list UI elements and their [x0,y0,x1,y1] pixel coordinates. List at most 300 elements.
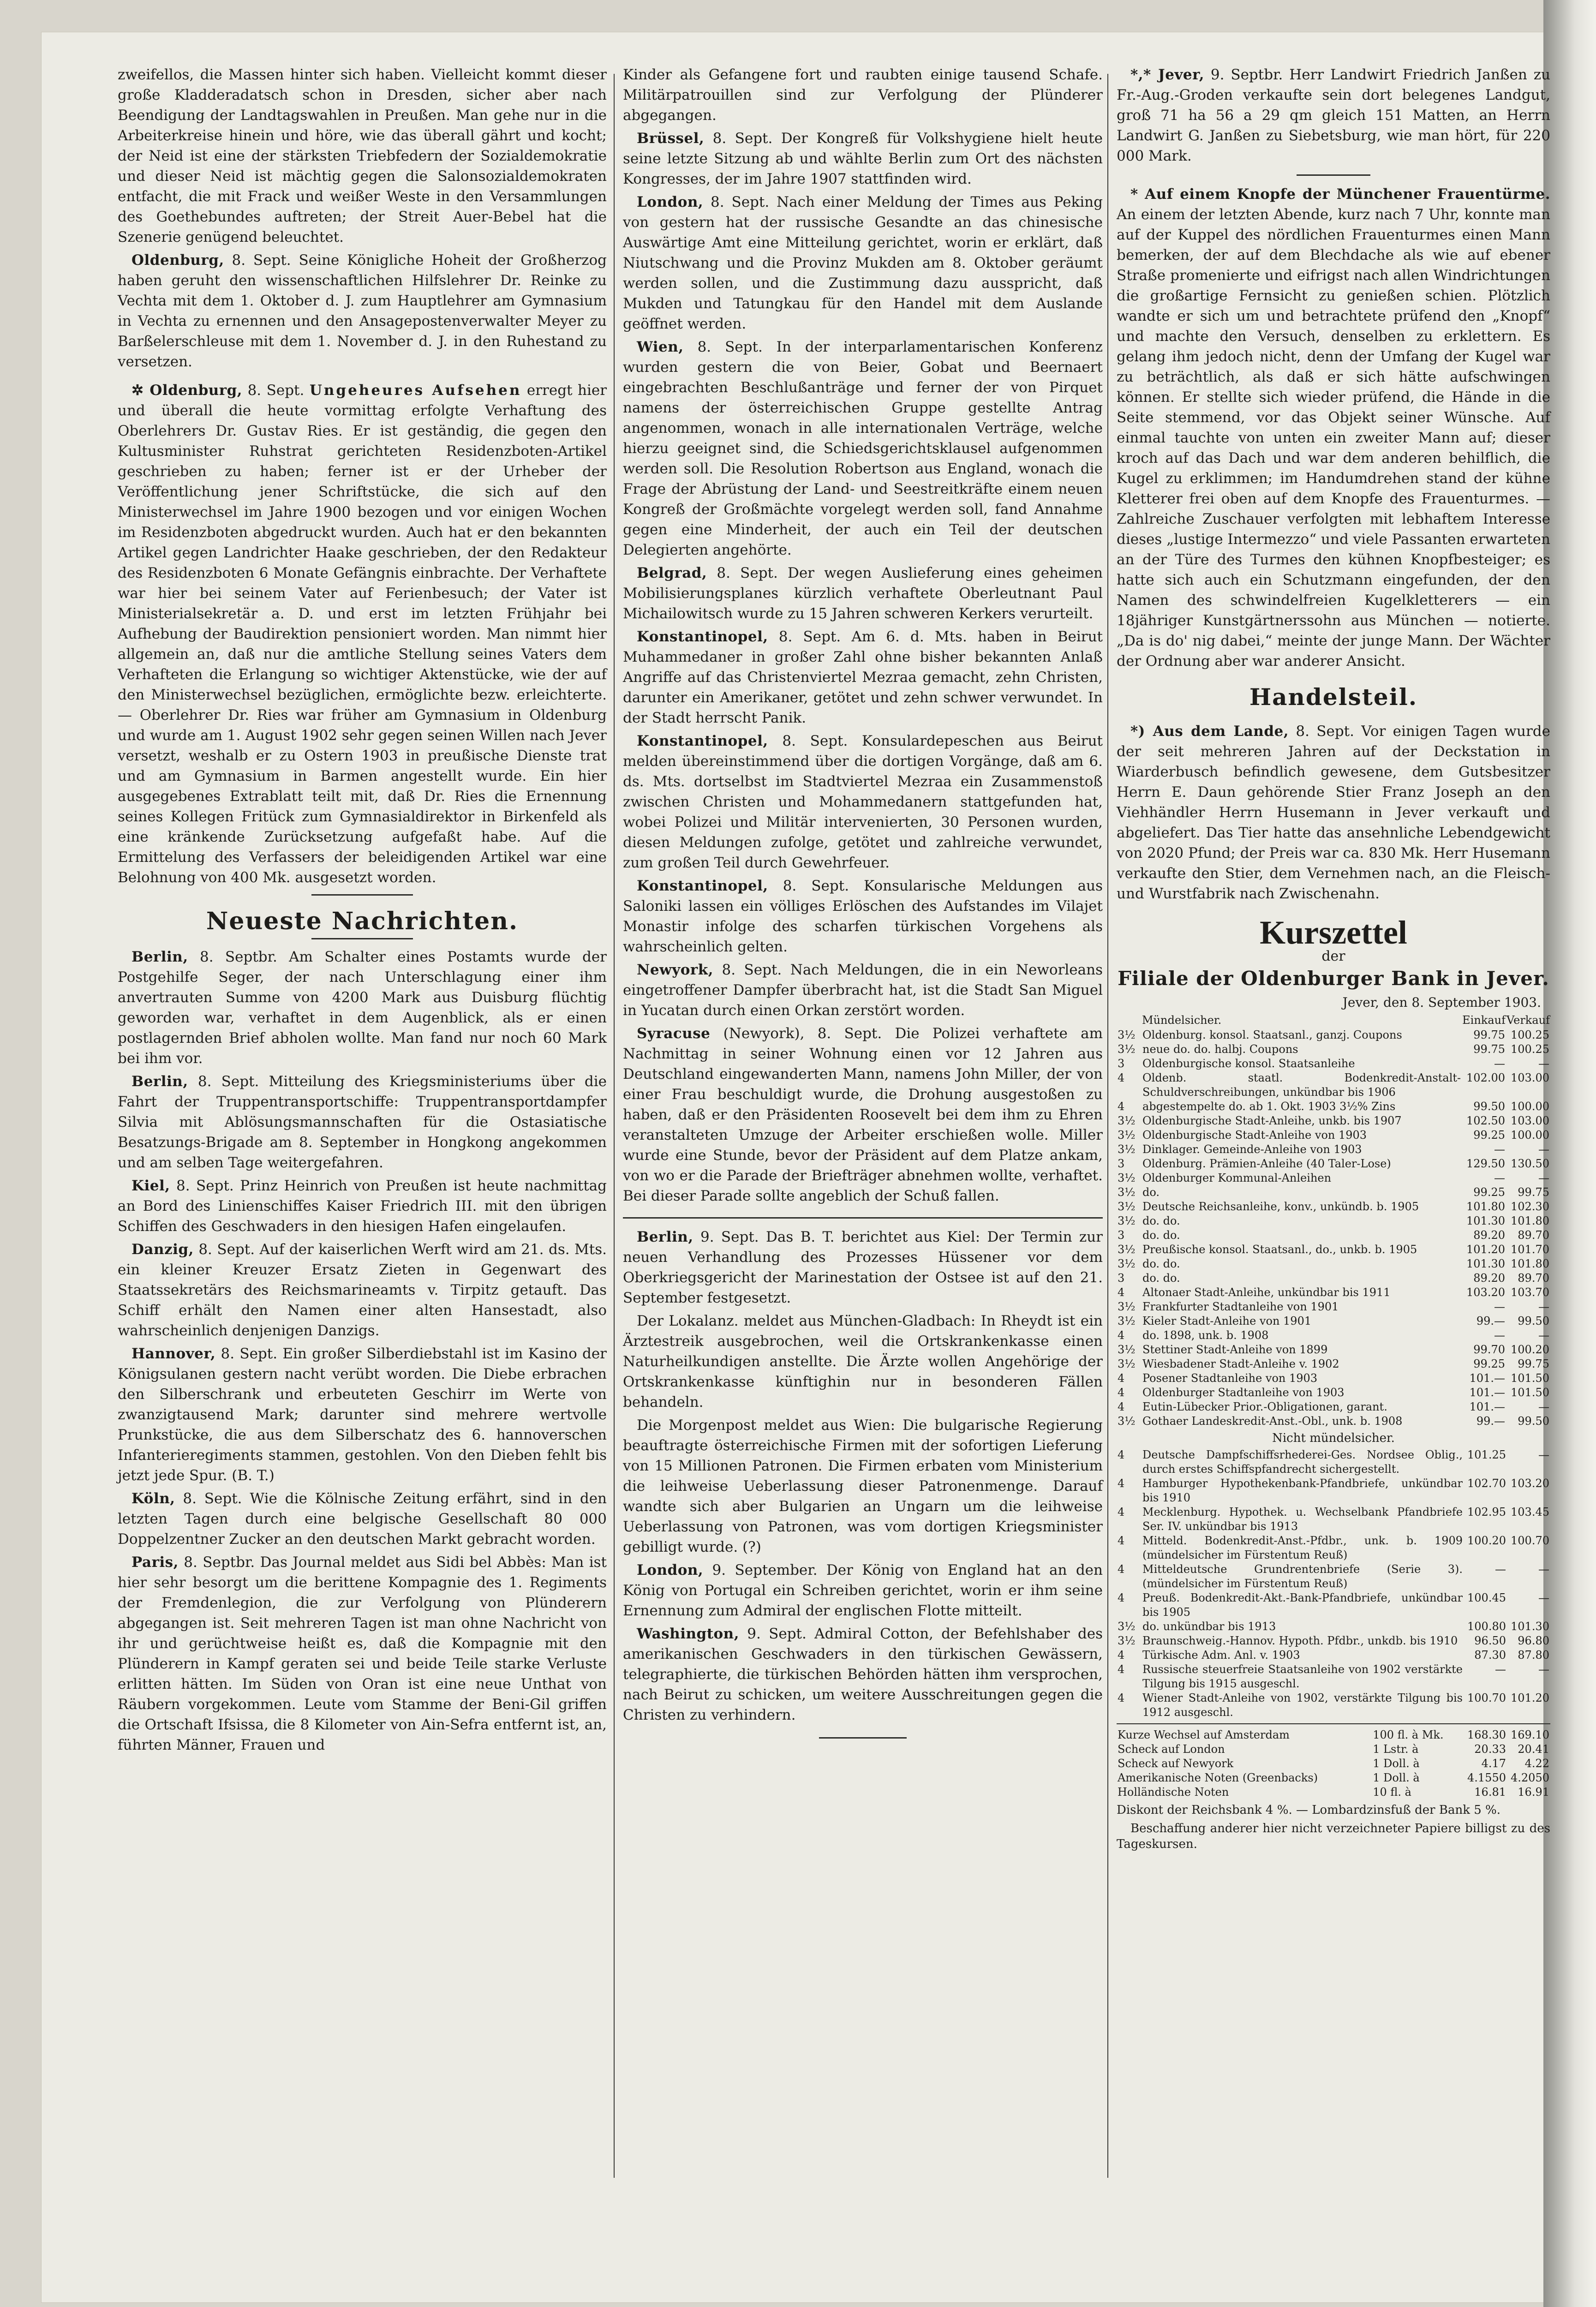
rate-percent: 4 [1118,1506,1125,1518]
price-einkauf: 129.50 [1466,1157,1505,1170]
price-verkauf: 99.75 [1518,1357,1549,1370]
security-name: do. 1898, unk. b. 1908 [1142,1329,1269,1342]
security-name: Mecklenburg. Hypothek. u. Wechselbank Pfandbriefe Ser. IV. unkündbar bis 1913 [1142,1506,1463,1533]
news-text: 8. Sept. Am 6. d. Mts. haben in Beirut Muhammedaner in großer Zahl ohne bisher bekannten Anlaß Angriffe auf das Christenviertel Mezraa gemacht, zehn Christen, darunter ein Amerikaner, getötet und zehn schwer verwundet. In der Stadt herrscht Panik. [623,628,1103,726]
security-name: Oldenburger Kommunal-Anleihen [1142,1171,1332,1184]
price-verkauf: 101.80 [1511,1214,1549,1227]
rate-percent: 4 [1118,1477,1125,1490]
security-name: Deutsche Dampfschiffsrhederei-Ges. Nordsee Oblig., durch erstes Schiffspfandrecht sichergestellt. [1142,1448,1463,1476]
security-name: Stettiner Stadt-Anleihe von 1899 [1142,1343,1328,1356]
news-text: 8. Sept. Mitteilung des Kriegsministeriums über die Fahrt der Truppentransportschiffe: Truppentransportdampfer Silvia mit Ablösungsmannschaften für die Ostasiatische Besatzungs-Brigade am 8. September in Hongkong angekommen und am selben Tage weitergefahren. [118,1073,607,1171]
security-name: Oldenburg. konsol. Staatsanl., ganzj. Coupons [1142,1028,1402,1041]
price-verkauf: — [1538,1329,1549,1342]
price-einkauf: 100.45 [1467,1591,1506,1604]
table-row [1117,1271,1550,1285]
news-text: 8. Sept. Nach Meldungen, die in ein Neworleans eingetroffener Dampfer überbracht hat, ist die Stadt San Miguel in Yucatan durch einen Orkan zerstört worden. [623,962,1103,1019]
price-einkauf: 99.75 [1473,1028,1505,1041]
rate-percent: 3½ [1118,1634,1136,1647]
price-verkauf: — [1538,1563,1549,1576]
rate-percent: 4 [1118,1386,1125,1399]
dateline: *) Aus dem Lande, [1130,723,1289,740]
security-name: do. do. [1142,1214,1180,1227]
dateline: Wien, [637,339,684,355]
security-name: Oldenburgische Stadt-Anleihe, unkb. bis 1907 [1142,1114,1402,1127]
rate-percent: 3½ [1118,1415,1136,1428]
price-einkauf: 99.— [1476,1415,1505,1428]
dateline: *,* Jever, [1130,66,1205,83]
table-row [1117,1771,1550,1785]
price-einkauf: 99.25 [1473,1129,1505,1142]
security-name: do. do. [1142,1229,1180,1242]
news-text: 9. September. Der König von England hat an den König von Portugal ein Schreiben gerichtet, worin er ihm seine Ernennung zum Admiral der englischen Flotte mitteilt. [623,1562,1103,1619]
price-verkauf: 103.45 [1511,1506,1549,1518]
table-row [1117,1257,1550,1271]
price-einkauf: 89.20 [1473,1229,1505,1242]
table-row [1117,1343,1550,1357]
security-name: Gothaer Landeskredit-Anst.-Obl., unk. b. 1908 [1142,1415,1403,1428]
security-name: do. unkündbar bis 1913 [1142,1620,1276,1633]
rate-percent: 3½ [1118,1114,1136,1127]
news-text: 8. Sept. Der wegen Auslieferung eines geheimen Mobilisierungsplanes kürzlich verhaftete Oberleutnant Paul Michailowitsch wurde zu 15 Jahren schweren Kerkers verurteilt. [623,565,1103,622]
table-subheader: Nicht mündelsicher. [1272,1431,1395,1445]
price-verkauf: 103.70 [1511,1286,1549,1299]
dateline: Danzig, [132,1241,194,1258]
rate-percent: 3½ [1118,1171,1136,1184]
rate-percent: 3½ [1118,1200,1136,1213]
rate-percent: 4 [1118,1071,1125,1084]
security-name: Türkische Adm. Anl. v. 1903 [1142,1649,1300,1662]
rate-percent: 3 [1118,1157,1125,1170]
table-row [1117,1728,1550,1742]
price-verkauf: 89.70 [1518,1272,1549,1285]
price-verkauf: 101.70 [1511,1243,1549,1256]
news-item [623,1023,1103,1206]
section-divider [311,894,413,896]
dateline: Oldenburg, [132,252,224,269]
price-einkauf: 89.20 [1473,1272,1505,1285]
price-verkauf: 101.50 [1511,1372,1549,1385]
rate-percent: 3 [1118,1229,1125,1242]
table-row [1117,1114,1550,1128]
table-row [1117,1742,1550,1757]
table-row [1117,1200,1550,1214]
price-verkauf: — [1538,1057,1549,1070]
table-row [1117,1071,1550,1100]
table-row [1117,1785,1550,1799]
dateline: Kiel, [132,1177,170,1194]
price-verkauf: — [1538,1591,1549,1604]
exchange-name: Holländische Noten [1118,1786,1229,1799]
dateline: Paris, [132,1554,179,1571]
news-item [623,627,1103,728]
price-verkauf: 101.80 [1511,1257,1549,1270]
kurszettel-date: Jever, den 8. September 1903. [1342,995,1541,1010]
price-verkauf: 99.50 [1518,1315,1549,1327]
news-item [623,876,1103,957]
table-row [1117,1228,1550,1243]
page-edge-shadow [1543,0,1596,2307]
rate-percent: 3½ [1118,1620,1136,1633]
article-date: 8. Sept. [247,382,305,399]
price-einkauf: 87.30 [1474,1649,1506,1662]
dateline: London, [637,1562,704,1578]
security-name: Dinklager. Gemeinde-Anleihe von 1903 [1142,1143,1362,1156]
security-name: Preuß. Bodenkredit-Akt.-Bank-Pfandbriefe, unkündbar bis 1905 [1142,1591,1463,1619]
article-text: 8. Sept. Seine Königliche Hoheit der Großherzog haben geruht den wissenschaftlichen Hilfslehrer Dr. Reinke zu Vechta mit dem 1. Oktober d. J. zum Hauptlehrer am Gymnasium in Vechta zu ernennen und den Ansagepostenverwalter Meyer zu Barßelerschleuse mit dem 1. November d. J. in den Ruhestand zu versetzen. [118,252,607,370]
news-item [118,1176,607,1237]
column-rule-1 [614,74,615,2178]
price-verkauf: 103.00 [1511,1071,1549,1084]
dateline: Konstantinopel, [637,878,768,894]
rate-percent: 3 [1118,1057,1125,1070]
table-row [1117,1328,1550,1343]
price-verkauf: — [1538,1663,1549,1676]
footer-note: Beschaffung anderer hier nicht verzeichneter Papiere billigst zu des Tageskursen. [1117,1822,1550,1851]
table-row [1117,1057,1550,1071]
price-einkauf: — [1495,1563,1506,1576]
rate-percent: 4 [1118,1372,1125,1385]
security-name: Oldenb. staatl. Bodenkredit-Anstalt-Schuldverschreibungen, unkündbar bis 1906 [1142,1071,1461,1099]
rate-percent: 4 [1118,1663,1125,1676]
price-einkauf: 101.20 [1466,1243,1505,1256]
column-rule-2 [1107,74,1108,2178]
news-item [1117,721,1550,904]
price-einkauf: — [1494,1143,1505,1156]
table-row [1117,1185,1550,1200]
security-name: Hamburger Hypothekenbank-Pfandbriefe, unkündbar bis 1910 [1142,1477,1463,1504]
table-row [1117,1620,1550,1634]
dateline: Hannover, [132,1345,216,1362]
table-row [1117,1128,1550,1142]
column-1 [118,65,607,1758]
price-verkauf: 100.00 [1511,1129,1549,1142]
price-einkauf: 101.25 [1467,1448,1506,1461]
price-verkauf: 100.25 [1511,1043,1549,1056]
news-item: Die Morgenpost meldet aus Wien: Die bulgarische Regierung beauftragte österreichische Firmen mit der sofortigen Lieferung von 15 Millionen Patronen. Die Firmen erbaten vom Ministerium die leihweise Ueberlassung dieser Patronenmenge. Darauf wandte sich aber Bulgarien an Ungarn um die leihweise Ueberlassung von Patronen, was vom dortigen Kriegsminister gebilligt wurde. (?) [623,1417,1103,1555]
rates-table-nicht-muendelsicher [1117,1448,1550,1720]
security-name: Deutsche Reichsanleihe, konv., unkündb. b. 1905 [1142,1200,1419,1213]
exchange-name: Kurze Wechsel auf Amsterdam [1118,1728,1290,1741]
security-name: Frankfurter Stadtanleihe von 1901 [1142,1300,1339,1313]
rate-percent: 4 [1118,1286,1125,1299]
divider [1297,174,1370,176]
news-item [118,947,607,1069]
dateline: London, [637,194,704,210]
security-name: Kieler Stadt-Anleihe von 1901 [1142,1315,1312,1327]
news-text: 8. Sept. Wie die Kölnische Zeitung erfährt, sind in den letzten Tagen durch eine belgische Gesellschaft 80 000 Doppelzentner Zucker an den deutschen Markt gebracht worden. [118,1490,607,1548]
news-text: 9. Sept. Admiral Cotton, der Befehlshaber des amerikanischen Geschwaders in den türkischen Gewässern, telegraphierte, die türkischen Behörden hätten ihm versprochen, nach Beirut zu schicken, um weitere Ausschreitungen gegen die Christen zu verhindern. [623,1626,1103,1723]
table-row [1117,1386,1550,1400]
price-verkauf: 100.25 [1511,1028,1549,1041]
exchange-unit: 1 Doll. à [1373,1771,1420,1784]
dateline: Washington, [637,1626,740,1642]
rate-percent: 4 [1118,1563,1125,1576]
price-verkauf: — [1538,1171,1549,1184]
article-text: erregt hier und überall die heute vormittag erfolgte Verhaftung des Oberlehrers Dr. Gustav Ries. Er ist geständig, die gegen den Kultusminister Ruhstrat gerichteten Residenzboten-Artikel geschrieben zu haben; ferner ist er der Urheber der Veröffentlichung jener Schriftstücke, die sich auf den Ministerwechsel im Jahre 1900 bezogen und vor einigen Wochen im Residenzboten abgedruckt wurden. Auch hat er den bekannten Artikel gegen Landrichter Haake geschrieben, der den Redakteur des Residenzboten 6 Monate Gefängnis einbrachte. Der Verhaftete war hier bei seinem Vater auf Ferienbesuch; der Vater ist Ministerialsekretär a. D. und erst im letzten Frühjahr bei Aufhebung der Baudirektion pensioniert worden. Man nimmt hier allgemein an, daß nur die amtliche Stellung seines Vaters dem Verhafteten die Erlangung so wichtiger Aktenstücke, wie der auf den Ministerwechsel bezüglichen, ermöglichte bezw. erleichterte. — Oberlehrer Dr. Ries war früher am Gymnasium in Oldenburg und wurde am 1. August 1902 sehr gegen seinen Willen nach Jever versetzt, weshalb er zu Ostern 1903 in preußische Dienste trat und am Gymnasium in Barmen angestellt wurde. Ein hier ausgegebenes Extrablatt teilt mit, daß Dr. Ries die Ernennung seines Kollegen Fritück zum Gymnasialdirektor in Birkenfeld als eine kränkende Zurücksetzung aufgefaßt habe. Auf die Ermittelung des Verfassers der beleidigenden Artikel war eine Belohnung von 400 Mk. ausgesetzt worden. [118,382,607,886]
table-row [1117,1028,1550,1042]
price-einkauf: 102.70 [1467,1477,1506,1490]
divider [1117,1723,1550,1724]
dateline: ✲ Oldenburg, [132,382,243,399]
price-verkauf: 102.30 [1511,1200,1549,1213]
article-headline: Ungeheures Aufsehen [309,382,522,399]
news-item [118,1071,607,1173]
article-continuation: Kinder als Gefangene fort und raubten einige tausend Schafe. Militärpatrouillen sind zur Verfolgung der Plünderer abgegangen. [623,66,1103,124]
section-title-handelsteil: Handelsteil. [1249,683,1418,711]
header-blank [1117,1013,1142,1028]
news-item [623,1227,1103,1308]
price-verkauf: 130.50 [1511,1157,1549,1170]
news-text: 8. Sept. Ein großer Silberdiebstahl ist im Kasino der Königsulanen gestern nacht verübt worden. Die Diebe erbrachen den Silberschrank und erbeuteten Geschirr im Werte von zwanzigtausend Mark; darunter sind mehrere wertvolle Prunkstücke, die aus dem Silberschatz des 6. hannoverschen Infanterieregiments stammen, gestohlen. Von den Dieben fehlt bis jetzt jede Spur. (B. T.) [118,1345,607,1484]
price-einkauf: 102.95 [1467,1506,1506,1518]
price-verkauf: 16.91 [1518,1786,1549,1799]
security-name: Braunschweig.-Hannov. Hypoth. Pfdbr., unkdb. bis 1910 [1142,1634,1458,1647]
section-title-neueste: Neueste Nachrichten. [206,907,519,935]
table-row [1117,1400,1550,1414]
price-verkauf: 103.20 [1511,1477,1549,1490]
news-text: 8. Sept. In der interparlamentarischen Konferenz wurden gestern die von Beier, Gobat und Beernaert eingebrachten Beschlußanträge und ferner der von Pirquet namens der österreichischen Gruppe gestellte Antrag angenommen, wonach in alle internationalen Verträge, welche hierzu geeignet sind, die Schiedsgerichtsklausel aufgenommen werden soll. Die Resolution Robertson aus England, wonach die Frage der Abrüstung der Land- und Seestreitkräfte einem neuen Kongreß der Großmächte vorgelegt werden soll, fand Annahme gegen eine Minderheit, der auch ein Teil der deutschen Delegierten angehörte. [623,339,1103,558]
news-item [623,192,1103,334]
price-verkauf: — [1538,1300,1549,1313]
table-row [1117,1157,1550,1171]
price-verkauf: 20.41 [1518,1743,1549,1756]
price-einkauf: 4.1550 [1467,1771,1506,1784]
price-verkauf: 169.10 [1511,1728,1549,1741]
dateline: Konstantinopel, [637,733,768,749]
price-einkauf: 101.— [1469,1372,1505,1385]
price-verkauf: 101.20 [1511,1691,1549,1704]
rate-percent: 3½ [1118,1257,1136,1270]
price-einkauf: 103.20 [1466,1286,1505,1299]
feuilleton-item [1117,184,1550,671]
kurszettel-subtitle: Filiale der Oldenburger Bank in Jever. [1118,967,1549,990]
table-row [1117,1691,1550,1720]
price-einkauf: 100.80 [1467,1620,1506,1633]
news-item [623,731,1103,873]
table-header [1117,1013,1550,1028]
rate-percent: 3½ [1118,1129,1136,1142]
price-verkauf: 87.80 [1518,1649,1549,1662]
news-item [623,1560,1103,1621]
news-text: 8. Septbr. Das Journal meldet aus Sidi bel Abbès: Man ist hier sehr besorgt um die berittene Kompagnie des 1. Regiments der Fremdenlegion, die zur Verfolgung von Plünderern abgegangen ist. Seit mehreren Tagen ist man ohne Nachricht von ihr und gerüchtweise heißt es, daß die Kompagnie mit den Plünderern in Kampf geraten sei und beide Teile starke Verluste erlitten hätten. Im Süden von Oran ist eine neue Unthat von Räubern vorgekommen. Leute vom Stamme der Beni-Gil griffen die Ortschaft Ifsissa, die 8 Kilometer von Ain-Sefra entfernt ist, an, führten Männer, Frauen und [118,1554,607,1753]
news-text: 8. Sept. Konsulardepeschen aus Beirut melden übereinstimmend über die dortigen Vorgänge, daß am 6. ds. Mts. dortselbst im Stadtviertel Mezraa ein Zusammenstoß zwischen Christen und Mohammedanern stattgefunden hat, wobei Polizei und Militär intervenierten, 30 Personen wurden, diesen Meldungen zufolge, getötet und zahlreiche verwundet, zum großen Teil durch Gewehrfeuer. [623,733,1103,871]
price-einkauf: — [1494,1300,1505,1313]
table-row [1117,1243,1550,1257]
price-einkauf: 101.30 [1466,1257,1505,1270]
dateline: Belgrad, [637,565,707,581]
news-item [1117,65,1550,166]
table-row [1117,1662,1550,1691]
news-item [623,337,1103,560]
table-row [1117,1648,1550,1662]
article-oldenburg-1 [118,250,607,372]
price-einkauf: 101.— [1469,1386,1505,1399]
kurszettel-der: der [1321,948,1345,964]
price-einkauf: 101.— [1469,1400,1505,1413]
rate-percent: 3½ [1118,1214,1136,1227]
table-row [1117,1171,1550,1185]
dateline: Berlin, [132,1073,188,1090]
news-text: 8. Sept. Konsularische Meldungen aus Saloniki lassen ein völliges Erlöschen des Aufstandes im Vilajet Monastir infolge des scharfen türkischen Vorgehens als wahrscheinlich gelten. [623,878,1103,955]
price-verkauf: 100.00 [1511,1100,1549,1113]
price-einkauf: — [1494,1329,1505,1342]
news-item [623,1624,1103,1725]
security-name: Mitteldeutsche Grundrentenbriefe (Serie 3). (mündelsicher im Fürstentum Reuß) [1142,1563,1463,1590]
exchange-name: Scheck auf Newyork [1118,1757,1234,1770]
table-row [1117,1634,1550,1648]
exchange-unit: 100 fl. à Mk. [1373,1728,1444,1741]
rates-table-exchange [1117,1728,1550,1799]
dateline: Köln, [132,1490,175,1507]
table-row [1117,1534,1550,1562]
table-row [1117,1042,1550,1057]
security-name: Wiesbadener Stadt-Anleihe v. 1902 [1142,1357,1339,1370]
price-einkauf: 99.25 [1473,1186,1505,1199]
divider [623,1217,1103,1219]
news-text: 8. Sept. Nach einer Meldung der Times aus Peking von gestern hat der russische Gesandte an das chinesische Auswärtige Amt eine Mitteilung gerichtet, worin er erklärt, daß Niutschwang und die Provinz Mukden am 8. Oktober geräumt werden sollen, und die Zustimmung dazu ausspricht, daß Mukden und Tatungkau für den Handel mit dem Auslande geöffnet werden. [623,194,1103,332]
rate-percent: 4 [1118,1448,1125,1461]
dateline: Konstantinopel, [637,628,768,645]
price-einkauf: 99.25 [1473,1357,1505,1370]
table-row [1117,1357,1550,1371]
price-verkauf: 103.00 [1511,1114,1549,1127]
header-verkauf: Verkauf [1506,1014,1550,1027]
news-item [118,1239,607,1341]
rate-percent: 3½ [1118,1243,1136,1256]
table-row [1117,1214,1550,1228]
news-text: 8. Sept. Auf der kaiserlichen Werft wird am 21. ds. Mts. ein kleiner Kreuzer Ersatz Zieten in Gegenwart des Staatssekretärs des Reichsmarineamts v. Tirpitz getauft. Das Schiff erhält den Namen einer alten Hansestadt, also wahrscheinlich denjenigen Danzigs. [118,1241,607,1339]
news-text: 8. Sept. Vor einigen Tagen wurde der seit mehreren Jahren auf der Deckstation in Wiarderbusch befindlich gewesene, dem Gutsbesitzer Herrn E. Daun gehörende Stier Franz Joseph an den Viehhändler Herrn Husemann in Jever verkauft und abgeliefert. Das Tier hatte das ansehnliche Lebendgewicht von 2020 Pfund; der Preis war ca. 830 Mk. Herr Husemann verkaufte den Stier, dem Vernehmen nach, an die Fleisch- und Wurstfabrik nach Zwischenahn. [1117,723,1550,902]
exchange-unit: 10 fl. à [1373,1786,1411,1799]
news-item [623,128,1103,189]
price-einkauf: 101.80 [1466,1200,1505,1213]
security-name: neue do. do. halbj. Coupons [1142,1043,1298,1056]
table-row [1117,1414,1550,1428]
security-name: do. [1142,1186,1160,1199]
security-name: Preußische konsol. Staatsanl., do., unkb. b. 1905 [1142,1243,1417,1256]
table-row [1117,1314,1550,1328]
table-row [1117,1562,1550,1591]
price-einkauf: 102.50 [1466,1114,1505,1127]
rate-percent: 4 [1118,1591,1125,1604]
news-item [118,1488,607,1549]
article-oldenburg-2 [118,380,607,888]
price-einkauf: 102.00 [1466,1071,1505,1084]
exchange-name: Amerikanische Noten (Greenbacks) [1118,1771,1318,1784]
header-einkauf: Einkauf [1462,1014,1506,1027]
news-item [623,960,1103,1021]
rate-percent: 3½ [1118,1357,1136,1370]
security-name: do. do. [1142,1272,1180,1285]
table-row [1117,1476,1550,1505]
price-verkauf: 100.70 [1511,1534,1549,1547]
rates-table-muendelsicher [1117,1013,1550,1428]
security-name: do. do. [1142,1257,1180,1270]
security-name: Wiener Stadt-Anleihe von 1902, verstärkte Tilgung bis 1912 ausgeschl. [1142,1691,1463,1719]
exchange-unit: 1 Lstr. à [1373,1743,1419,1756]
news-text: 8. Septbr. Am Schalter eines Postamts wurde der Postgehilfe Seger, der nach Unterschlagung einer ihm anvertrauten Summe von 4200 Mark aus Duisburg flüchtig geworden war, verhaftet in dem Augenblick, als er einen postlagernden Brief abholen wollte. Man fand nur noch 60 Mark bei ihm vor. [118,949,607,1067]
price-verkauf: 99.50 [1518,1415,1549,1428]
table-row [1117,1300,1550,1314]
price-einkauf: — [1494,1057,1505,1070]
section-divider [311,938,413,939]
rate-percent: 3½ [1118,1300,1136,1313]
news-text: 8. Sept. Der Kongreß für Volkshygiene hielt heute seine letzte Sitzung ab und wählte Berlin zum Ort des nächsten Kongresses, der im Jahre 1907 stattfinden wird. [623,130,1103,187]
end-divider [819,1737,907,1739]
header-category: Mündelsicher. [1142,1014,1222,1027]
security-name: Oldenburg. Prämien-Anleihe (40 Taler-Lose) [1142,1157,1391,1170]
rate-percent: 4 [1118,1649,1125,1662]
headline: * Auf einem Knopfe der Münchener Frauentürme. [1130,186,1550,203]
rate-percent: 4 [1118,1100,1125,1113]
news-text: 9. Sept. Das B. T. berichtet aus Kiel: Der Termin zur neuen Verhandlung des Prozesses Hüssener vor dem Oberkriegsgericht der Marinestation der Ostsee ist auf den 21. September festgesetzt. [623,1229,1103,1306]
rate-percent: 3½ [1118,1043,1136,1056]
dateline: Brüssel, [637,130,705,147]
price-einkauf: 16.81 [1474,1786,1506,1799]
price-verkauf: 100.20 [1511,1343,1549,1356]
price-einkauf: 4.17 [1481,1757,1506,1770]
rate-percent: 3½ [1118,1143,1136,1156]
exchange-unit: 1 Doll. à [1373,1757,1420,1770]
news-item [118,1344,607,1486]
price-einkauf: 99.50 [1473,1100,1505,1113]
price-einkauf: 99.70 [1473,1343,1505,1356]
security-name: abgestempelte do. ab 1. Okt. 1903 3½% Zins [1142,1100,1396,1113]
article-continuation: zweifellos, die Massen hinter sich haben. Vielleicht kommt dieser große Kladderadatsch schon in Dresden, sicher aber nach Beendigung der Landtagswahlen in Preußen. Man gehe nur in die Arbeiterkreise hinein und höre, wie das überall gährt und kocht; der Neid ist eine der stärksten Triebfedern der Sozialdemokratie und dieser Neid ist mächtig gegen die Salonsozialdemokraten entfacht, die mit Frack und weißer Weste in den Versammlungen des Goethebundes auftreten; der Streit Auer-Bebel hat die Szenerie genügend beleuchtet. [118,66,607,245]
price-einkauf: 101.30 [1466,1214,1505,1227]
price-verkauf: 4.2050 [1511,1771,1549,1784]
dateline: Newyork, [637,962,714,978]
table-row [1117,1591,1550,1620]
discount-note: Diskont der Reichsbank 4 %. — Lombardzinsfuß der Bank 5 %. [1117,1803,1500,1817]
rate-percent: 4 [1118,1329,1125,1342]
rate-percent: 3 [1118,1272,1125,1285]
rate-percent: 4 [1118,1534,1125,1547]
news-text: 8. Sept. Prinz Heinrich von Preußen ist heute nachmittag an Bord des Linienschiffes Kaiser Friedrich III. mit den übrigen Schiffen des Geschwaders in den hiesigen Hafen eingelaufen. [118,1177,607,1235]
news-item: Der Lokalanz. meldet aus München-Gladbach: In Rheydt ist ein Ärztestreik ausgebrochen, weil die Ortskrankenkasse einen Naturheilkundigen anstellte. Die Ärzte wollen Angehörige der Ortskrankenkasse künftighin nur in besonderen Fällen behandeln. [623,1313,1103,1410]
price-einkauf: 100.20 [1467,1534,1506,1547]
price-einkauf: 100.70 [1467,1691,1506,1704]
price-einkauf: — [1495,1663,1506,1676]
price-verkauf: — [1538,1400,1549,1413]
exchange-name: Scheck auf London [1118,1743,1225,1756]
security-name: Mitteld. Bodenkredit-Anst.-Pfdbr., unk. b. 1909 (mündelsicher im Fürstentum Reuß) [1142,1534,1463,1561]
price-verkauf: 89.70 [1518,1229,1549,1242]
table-row [1117,1100,1550,1114]
security-name: Russische steuerfreie Staatsanleihe von 1902 verstärkte Tilgung bis 1915 ausgeschl. [1142,1663,1463,1690]
news-text: 9. Septbr. Herr Landwirt Friedrich Janßen zu Fr.-Aug.-Groden verkaufte sein dort belegenes Landgut, groß 71 ha 56 a 29 qm gleich 151 Matten, an Herrn Landwirt G. Janßen zu Siebetsburg, wie man hört, für 220 000 Mark. [1117,66,1550,164]
news-item [118,1552,607,1755]
security-name: Oldenburgische konsol. Staatsanleihe [1142,1057,1355,1070]
rate-percent: 3½ [1118,1028,1136,1041]
security-name: Altonaer Stadt-Anleihe, unkündbar bis 1911 [1142,1286,1391,1299]
price-verkauf: — [1538,1143,1549,1156]
table-row [1117,1142,1550,1157]
price-verkauf: 96.80 [1518,1634,1549,1647]
price-einkauf: 96.50 [1474,1634,1506,1647]
price-einkauf: 168.30 [1467,1728,1506,1741]
news-text: (Newyork), 8. Sept. Die Polizei verhaftete am Nachmittag in seiner Wohnung einen vor 12 Jahren aus Deutschland eingewanderten Mann, namens John Miller, der von einer Frau beschuldigt wurde, die Drohung ausgestoßen zu haben, daß er den Präsidenten Roosevelt bei dem ihm zu Ehren veranstalteten Umzuge der Arbeiter erschießen wolle. Miller wurde eine Stunde, bevor der Präsident auf dem Platze ankam, von wo er die Parade der Briefträger abnehmen wollte, verhaftet. Bei dieser Parade sollte angeblich der Schuß fallen. [623,1025,1103,1204]
dateline: Syracuse [637,1025,711,1042]
security-name: Oldenburger Stadtanleihe von 1903 [1142,1386,1345,1399]
rate-percent: 3½ [1118,1343,1136,1356]
rate-percent: 4 [1118,1400,1125,1413]
price-verkauf: 101.30 [1511,1620,1549,1633]
column-2 [623,65,1103,1739]
dateline: Berlin, [132,949,188,965]
news-item [623,563,1103,624]
rate-percent: 4 [1118,1691,1125,1704]
